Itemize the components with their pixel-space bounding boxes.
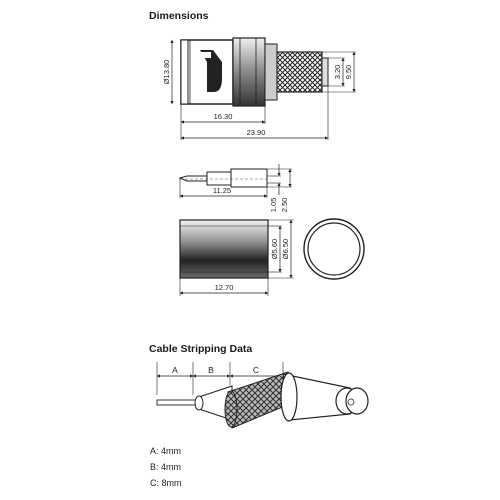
dim-ferrule-outer: Ø6.50 — [281, 238, 290, 260]
center-pin — [180, 164, 292, 212]
dim-ferrule-inner: Ø5.60 — [270, 238, 279, 260]
dim-pin-diameter-a: 1.05 — [269, 197, 278, 213]
dim-ferrule-length: 12.70 — [214, 283, 234, 292]
strip-value-b: B: 4mm — [150, 462, 182, 472]
dim-pin-diameter-b: 2.50 — [280, 197, 289, 213]
strip-value-a: A: 4mm — [150, 446, 182, 456]
cable-stripping-diagram — [157, 362, 368, 428]
dimensions-title: Dimensions — [149, 10, 209, 22]
strip-value-c: C: 8mm — [150, 478, 182, 488]
dim-connector-length-a: 16.30 — [213, 112, 233, 121]
dim-pin-length: 11.25 — [212, 186, 232, 195]
strip-label-a: A — [172, 365, 178, 375]
dim-connector-inner: 3.20 — [333, 64, 342, 80]
bnc-connector — [162, 38, 356, 140]
crimp-ferrule — [180, 219, 364, 296]
dim-connector-outer: 9.50 — [344, 64, 353, 80]
stripping-title: Cable Stripping Data — [149, 343, 253, 355]
dim-connector-length-b: 23.90 — [246, 128, 266, 137]
strip-label-c: C — [252, 365, 260, 375]
dim-connector-diameter: Ø13.80 — [162, 59, 171, 85]
strip-label-b: B — [208, 365, 214, 375]
